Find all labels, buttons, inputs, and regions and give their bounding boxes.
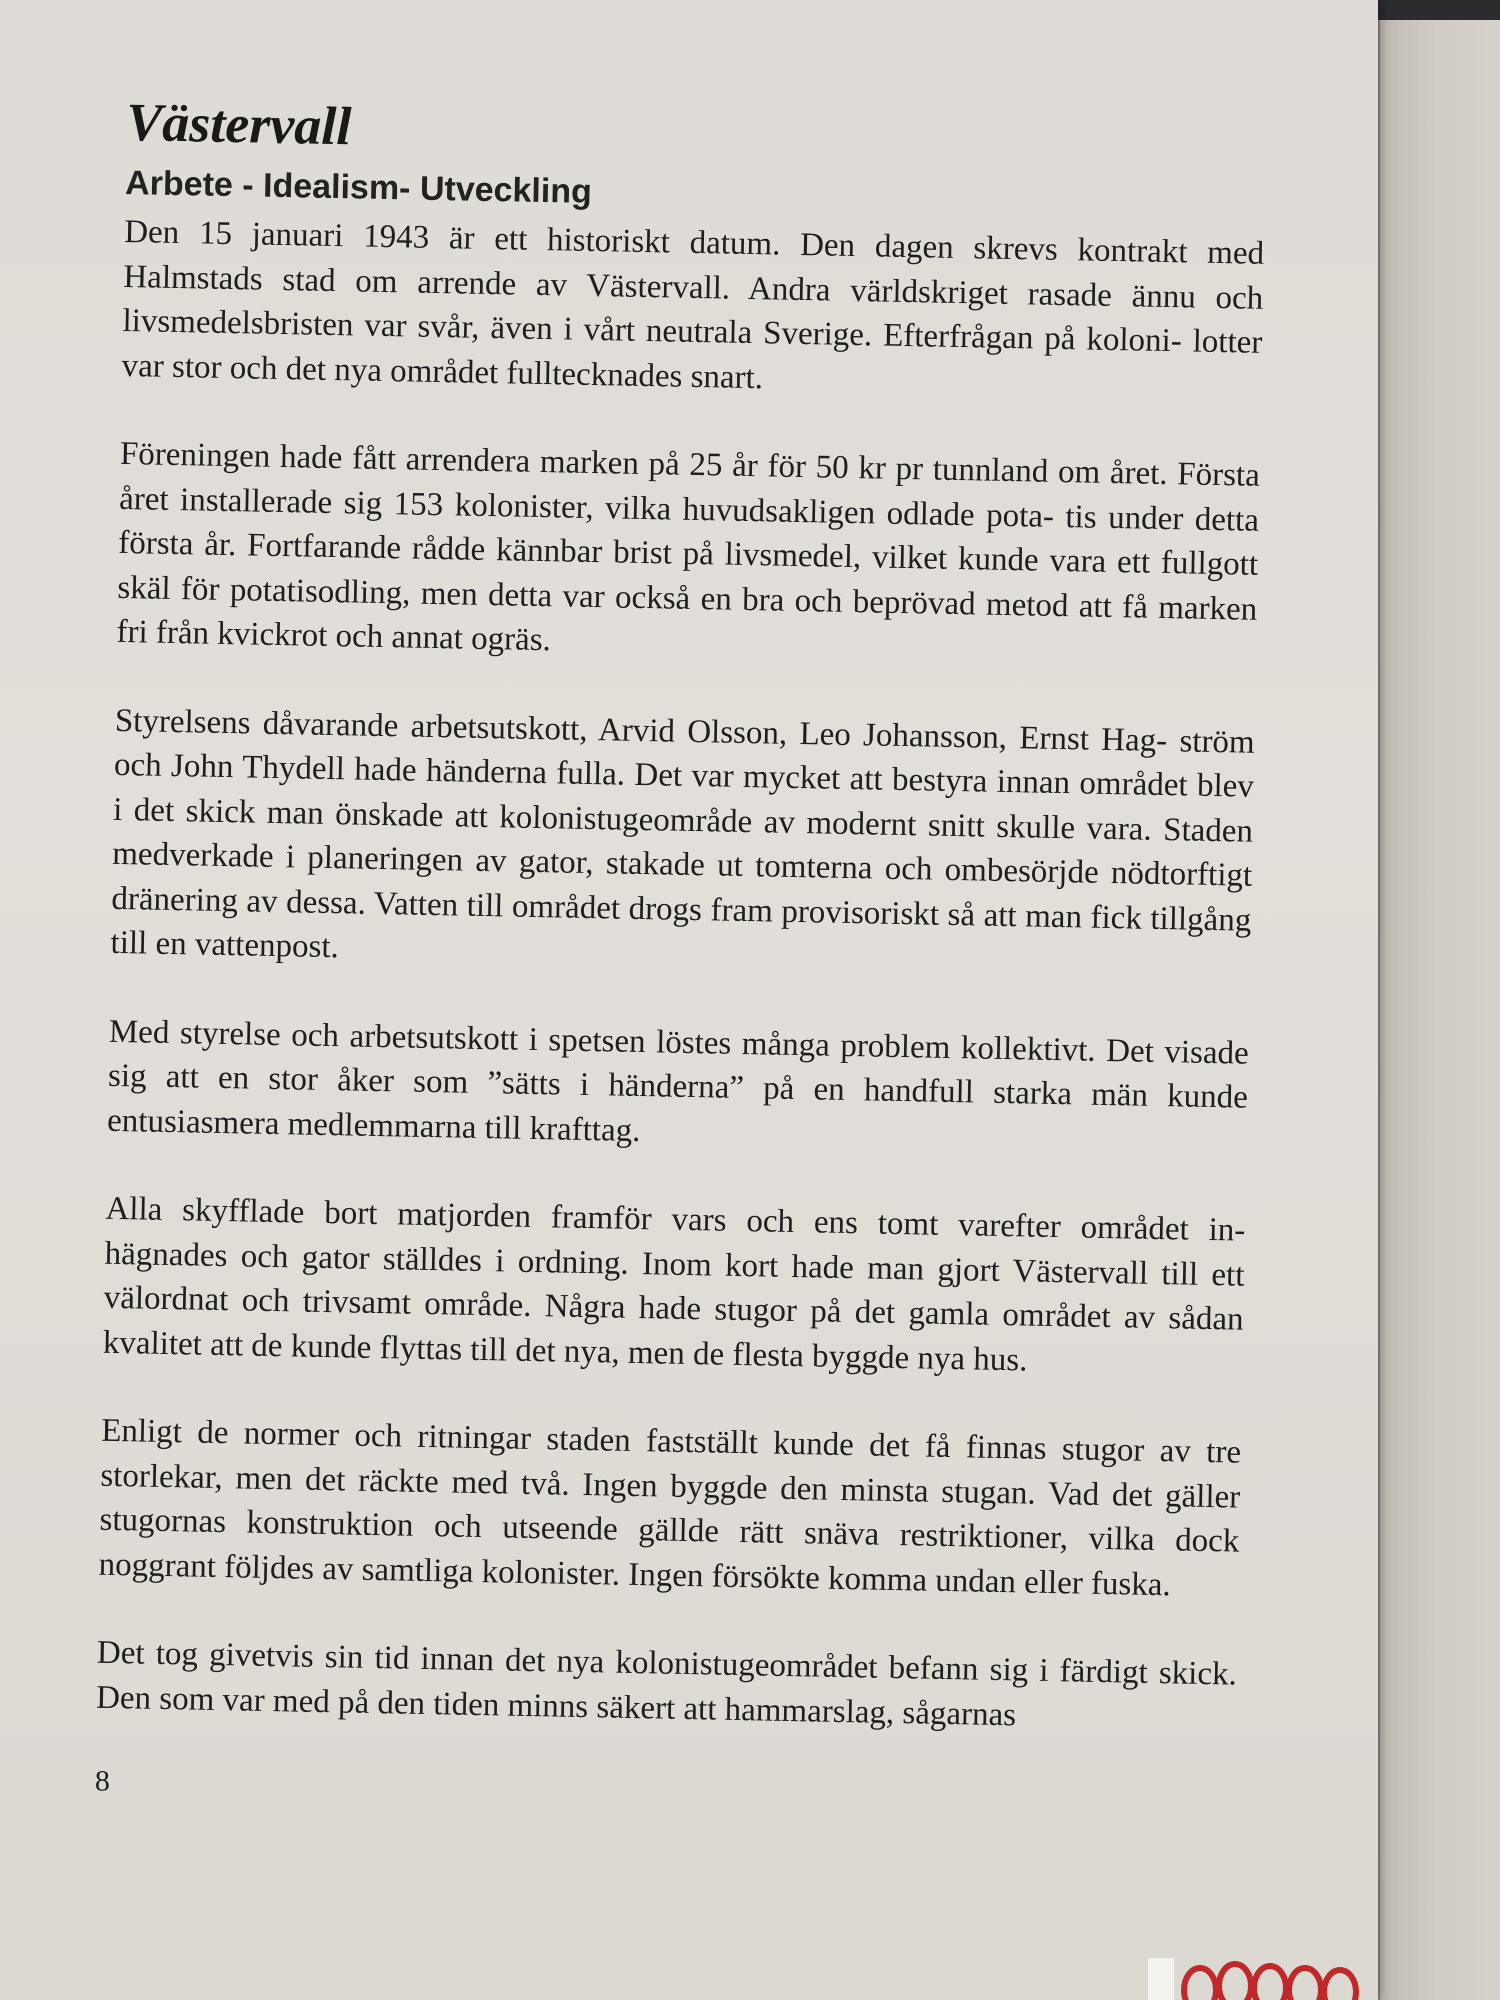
page-title: Västervall xyxy=(125,91,352,157)
paragraph-3: Styrelsens dåvarande arbetsutskott, Arvid Olsson, Leo Johansson, Ernst Hag- ström och John Thydell hade händerna fulla. Det var mycket att bestyra innan området blev i det skick man önskade att kolonistugeområde av modernt snitt skulle vara. Staden medverkade i planeringen av gator, stakade ut tomterna och ombesörjde nödtorftigt dränering av dessa. Vatten till området drogs fram provisoriskt så att man fick tillgång till en vattenpost. xyxy=(110,702,1256,966)
paragraph-2: Föreningen hade fått arrendera marken på 25 år för 50 kr pr tunnland om året. Första året installerade sig 153 kolonister, vilka huvudsakligen odlade pota- tis under detta första år. Fortfarande rådde kännbar brist på livsmedel, vilket kunde vara ett fullgott skäl för potatisodling, men detta var också en bra och beprövad metod att få marken fri från kvickrot och annat ogräs. xyxy=(116,435,1261,659)
paragraph-4: Med styrelse och arbetsutskott i spetsen löstes många problem kollektivt. Det visade sig att en stor åker som ”sätts i händerna” på en handfull starka män kunde entusiasmera medlemmarna till krafttag. xyxy=(106,1013,1250,1149)
page-subtitle: Arbete - Idealism- Utveckling xyxy=(124,163,593,211)
paragraph-1: Den 15 januari 1943 är ett historiskt datum. Den dagen skrevs kontrakt med Halmstads stad om arrende av Västervall. Andra världskriget rasade ännu och livsmedelsbristen var svår, även i vårt neutrala Sverige. Efterfrågan på koloni- lotter var stor och det nya området fulltecknades snart. xyxy=(121,213,1265,396)
next-page-edge xyxy=(1377,20,1500,2000)
spiral-binding-icon xyxy=(1130,1920,1370,2000)
page-number: 8 xyxy=(94,1764,110,1798)
paragraph-6: Enligt de normer och ritningar staden fastställt kunde det få finnas stugor av tre storlekar, men det räckte med två. Ingen byggde den minsta stugan. Vad det gäller stugornas konstruktion och utseende gällde rätt snäva restriktioner, vilka dock noggrant följdes av samtliga kolonister. Ingen försökte komma undan eller fuska. xyxy=(98,1412,1242,1603)
paragraph-5: Alla skyfflade bort matjorden framför vars och ens tomt varefter området in- hägnades och gator ställdes i ordning. Inom kort hade man gjort Västervall till ett välordnat och trivsamt område. Några hade stugor på det gamla området av sådan kvalitet att de kunde flyttas till det nya, men de flesta byggde nya hus. xyxy=(102,1190,1246,1379)
paragraph-7: Det tog givetvis sin tid innan det nya kolonistugeområdet befann sig i färdigt skick. Den som var med på den tiden minns säkert att hammarslag, sågarnas xyxy=(95,1634,1238,1733)
page-text-block xyxy=(94,90,1267,1822)
